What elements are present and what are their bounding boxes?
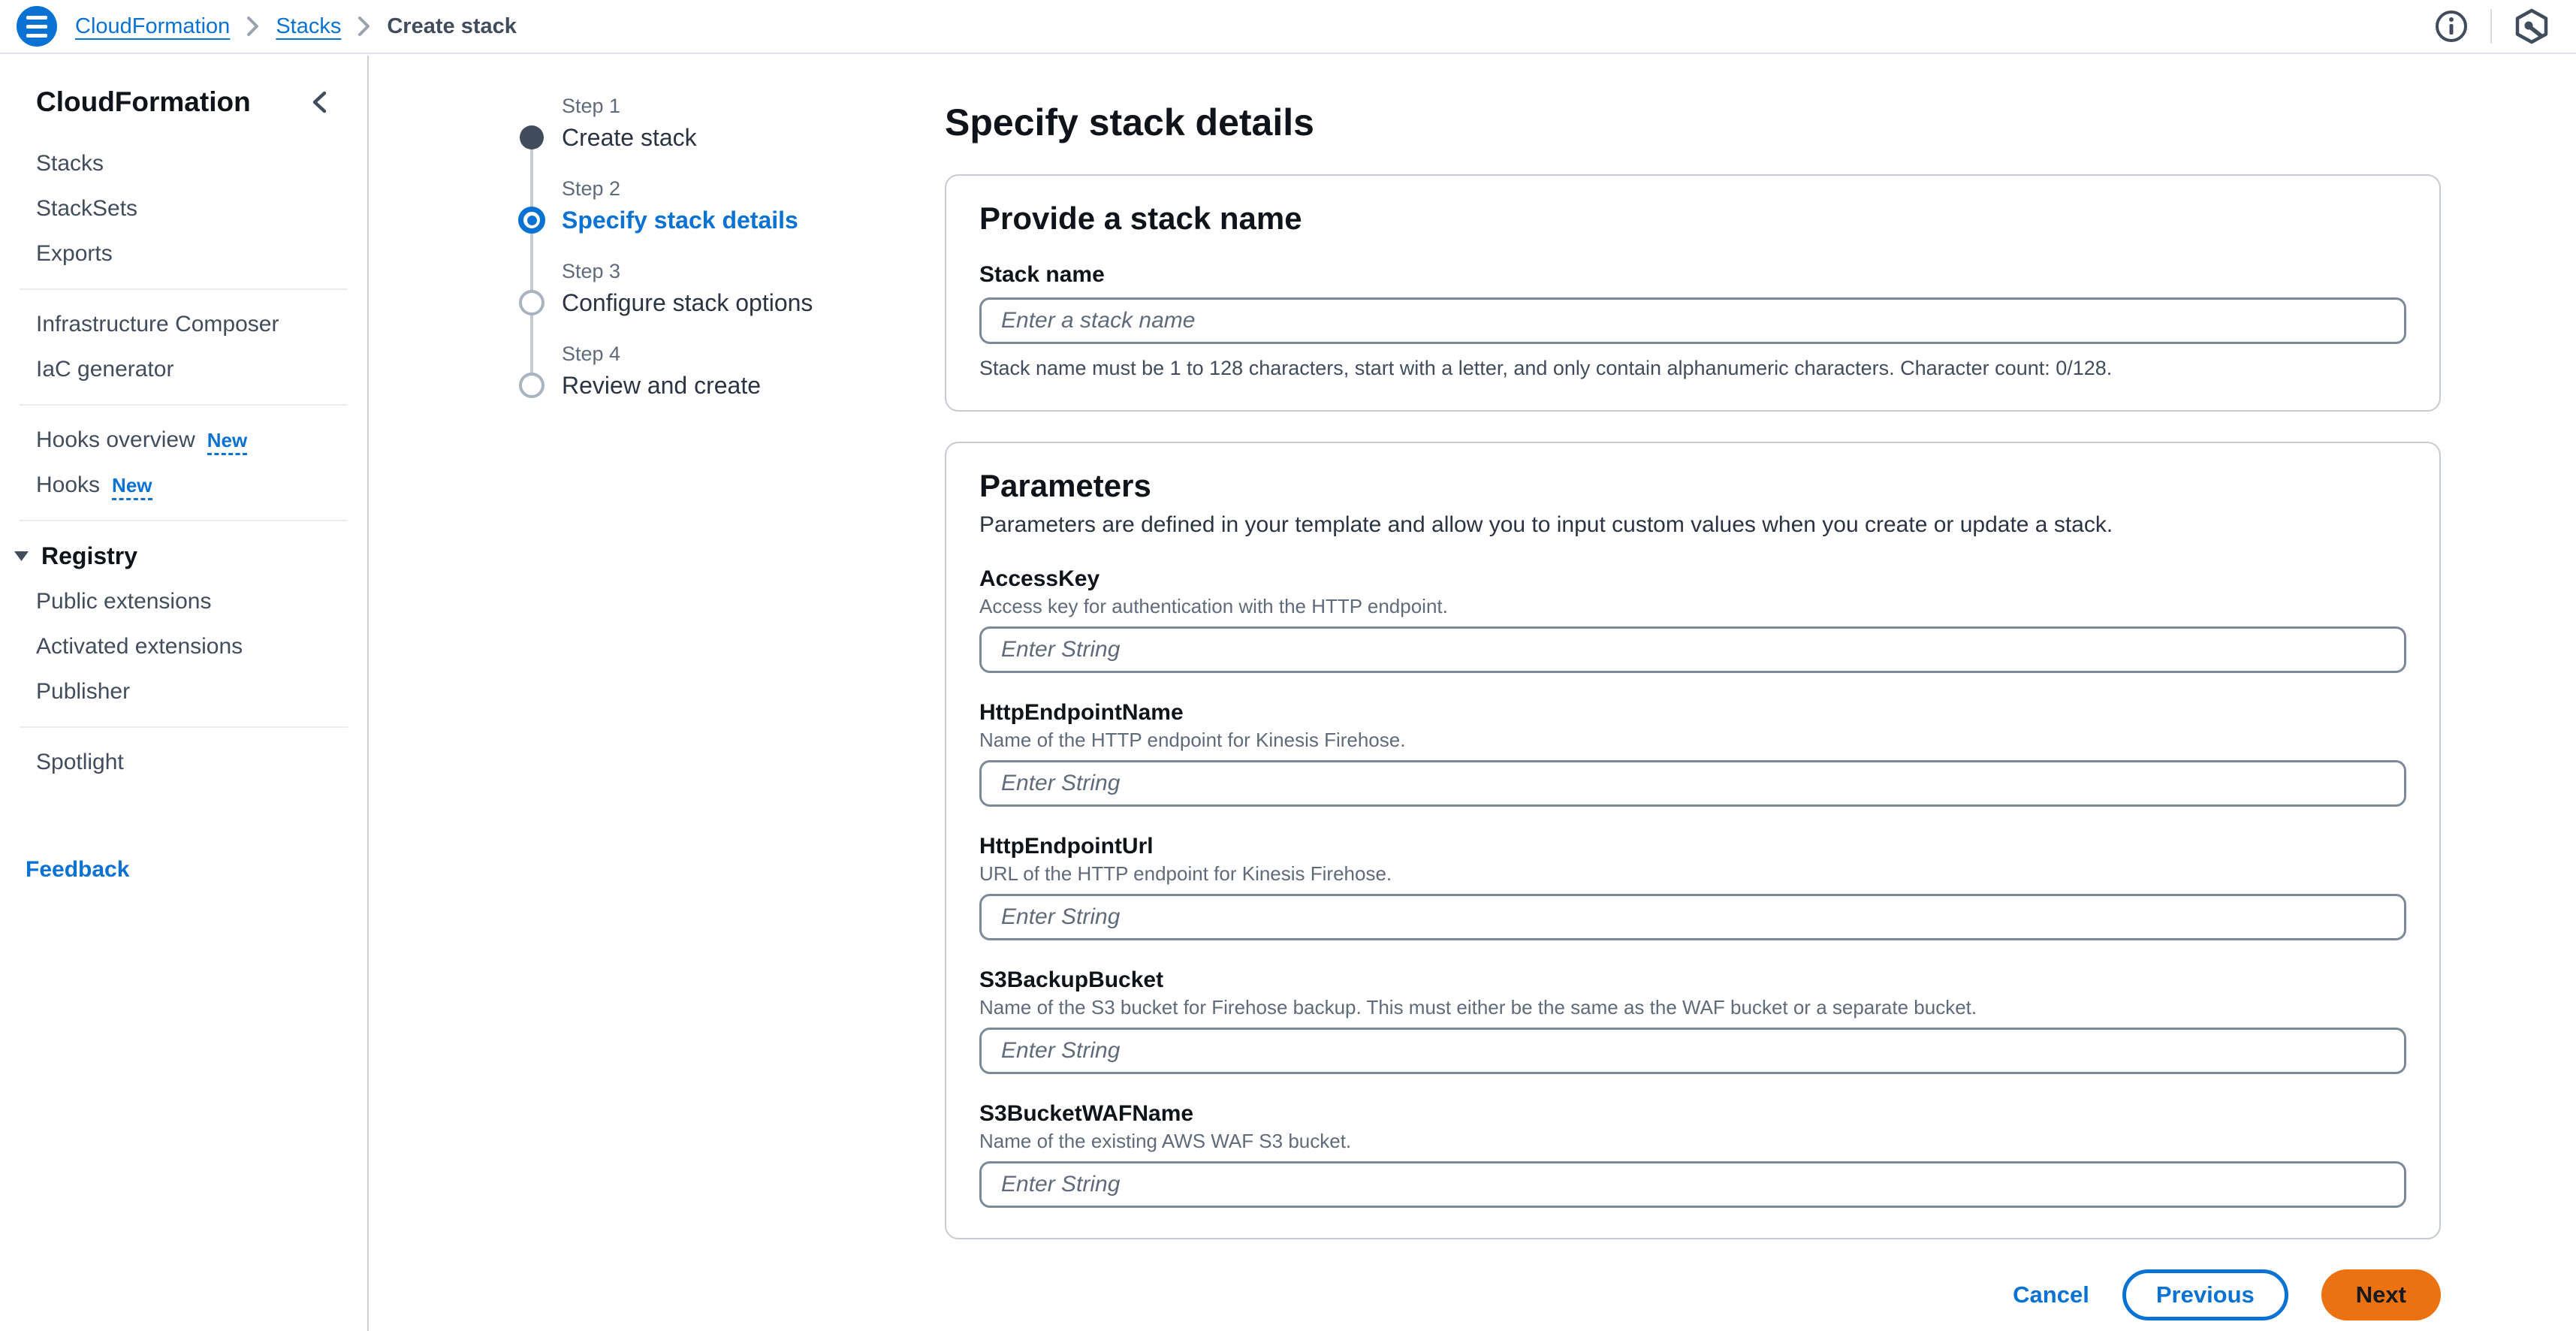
sidebar-title[interactable]: CloudFormation	[36, 86, 251, 117]
parameter-field-httpendpointname	[979, 700, 2406, 807]
cancel-button[interactable]: Cancel	[2013, 1281, 2089, 1308]
parameter-field-accesskey	[979, 566, 2406, 673]
caret-down-icon	[14, 550, 29, 563]
step-3-configure-stack-options	[518, 258, 924, 317]
stack-name-card	[945, 174, 2441, 412]
hamburger-menu-icon[interactable]	[17, 6, 57, 47]
sidebar-group-registry[interactable]	[0, 533, 367, 579]
parameter-name: S3BackupBucket	[979, 967, 1164, 992]
step-title: Review and create	[562, 372, 762, 399]
parameter-description: Access key for authentication with the HTTP endpoint.	[979, 595, 1448, 617]
sidebar-item-stacksets[interactable]: StackSets	[36, 196, 138, 221]
sidebar-item-iac-generator[interactable]: IaC generator	[36, 357, 174, 382]
sidebar-item-public-extensions[interactable]: Public extensions	[36, 589, 212, 614]
parameter-field-s3bucketwafname	[979, 1101, 2406, 1208]
sidebar-item-spotlight[interactable]: Spotlight	[36, 750, 124, 774]
step-number: Step 3	[562, 260, 621, 282]
step-2-specify-stack-details	[518, 176, 924, 234]
parameter-description: Name of the HTTP endpoint for Kinesis Firehose.	[979, 729, 1406, 751]
chevron-left-icon[interactable]	[307, 89, 333, 116]
wizard-footer	[945, 1269, 2441, 1320]
s3bucketwafname-input[interactable]	[979, 1161, 2406, 1208]
sidebar	[0, 56, 369, 1331]
parameter-description: Name of the S3 bucket for Firehose backup. This must either be the same as the WAF bucket or a separate bucket.	[979, 996, 1977, 1019]
breadcrumb-cloudformation[interactable]: CloudFormation	[75, 14, 231, 38]
httpendpointurl-input[interactable]	[979, 894, 2406, 940]
step-number: Step 2	[562, 177, 621, 200]
step-title: Configure stack options	[562, 289, 813, 316]
parameter-description: URL of the HTTP endpoint for Kinesis Firehose.	[979, 862, 1392, 885]
httpendpointname-input[interactable]	[979, 760, 2406, 807]
step-number: Step 1	[562, 95, 621, 117]
sidebar-divider	[20, 288, 348, 290]
breadcrumb	[75, 14, 517, 39]
topbar-actions	[2433, 8, 2550, 45]
parameter-field-s3backupbucket	[979, 967, 2406, 1074]
sidebar-item-activated-extensions[interactable]: Activated extensions	[36, 634, 243, 659]
chevron-right-icon	[246, 16, 259, 37]
sidebar-item-stacks[interactable]: Stacks	[36, 151, 104, 176]
feedback-link[interactable]: Feedback	[26, 857, 130, 882]
stack-name-label: Stack name	[979, 262, 1105, 287]
sidebar-divider	[20, 520, 348, 521]
step-current-bullet	[518, 206, 545, 234]
sidebar-item-publisher[interactable]: Publisher	[36, 679, 131, 704]
topbar-divider	[2490, 9, 2492, 44]
parameter-name: HttpEndpointUrl	[979, 834, 1154, 859]
chevron-right-icon	[357, 16, 370, 37]
sidebar-group-label: Registry	[41, 542, 138, 569]
sidebar-divider	[20, 726, 348, 728]
parameters-card	[945, 442, 2441, 1239]
parameter-description: Name of the existing AWS WAF S3 bucket.	[979, 1130, 1352, 1152]
parameter-field-httpendpointurl	[979, 834, 2406, 940]
parameters-card-title: Parameters	[979, 468, 1151, 503]
sidebar-item-label: Hooks	[36, 472, 101, 497]
step-title[interactable]: Create stack	[562, 124, 697, 151]
cloudshell-icon[interactable]	[2513, 8, 2550, 45]
sidebar-item-infrastructure-composer[interactable]: Infrastructure Composer	[36, 312, 279, 337]
parameter-name: HttpEndpointName	[979, 700, 1184, 725]
accesskey-input[interactable]	[979, 626, 2406, 673]
step-title[interactable]: Specify stack details	[562, 207, 798, 234]
new-badge: New	[207, 429, 247, 455]
step-todo-bullet	[518, 371, 545, 400]
parameter-name: AccessKey	[979, 566, 1100, 591]
wizard-steps	[518, 93, 924, 424]
previous-button[interactable]: Previous	[2122, 1269, 2288, 1320]
sidebar-divider	[20, 404, 348, 406]
info-icon[interactable]	[2433, 8, 2469, 44]
stack-name-input[interactable]	[979, 297, 2406, 344]
parameters-card-description: Parameters are defined in your template and allow you to input custom values when you create or update a stack.	[979, 512, 2113, 537]
top-bar	[0, 0, 2576, 54]
next-button[interactable]: Next	[2321, 1269, 2441, 1320]
sidebar-item-hooks-overview[interactable]	[0, 418, 367, 463]
page-title: Specify stack details	[945, 101, 1314, 143]
step-1-create-stack	[518, 93, 924, 152]
step-4-review-and-create	[518, 341, 924, 400]
sidebar-item-hooks[interactable]	[0, 463, 367, 508]
breadcrumb-current: Create stack	[387, 14, 517, 38]
stack-name-hint: Stack name must be 1 to 128 characters, start with a letter, and only contain alphanumeric characters. Character count: 0/128.	[979, 357, 2113, 379]
sidebar-item-label: Hooks overview	[36, 427, 195, 452]
new-badge: New	[112, 474, 152, 500]
step-complete-bullet	[518, 123, 545, 152]
step-todo-bullet	[518, 288, 545, 317]
breadcrumb-stacks[interactable]: Stacks	[276, 14, 342, 38]
s3backupbucket-input[interactable]	[979, 1028, 2406, 1074]
step-number: Step 4	[562, 343, 621, 365]
main-content	[945, 56, 2441, 1320]
sidebar-item-exports[interactable]: Exports	[36, 241, 113, 266]
parameter-name: S3BucketWAFName	[979, 1101, 1194, 1126]
stack-name-card-title: Provide a stack name	[979, 201, 1302, 236]
